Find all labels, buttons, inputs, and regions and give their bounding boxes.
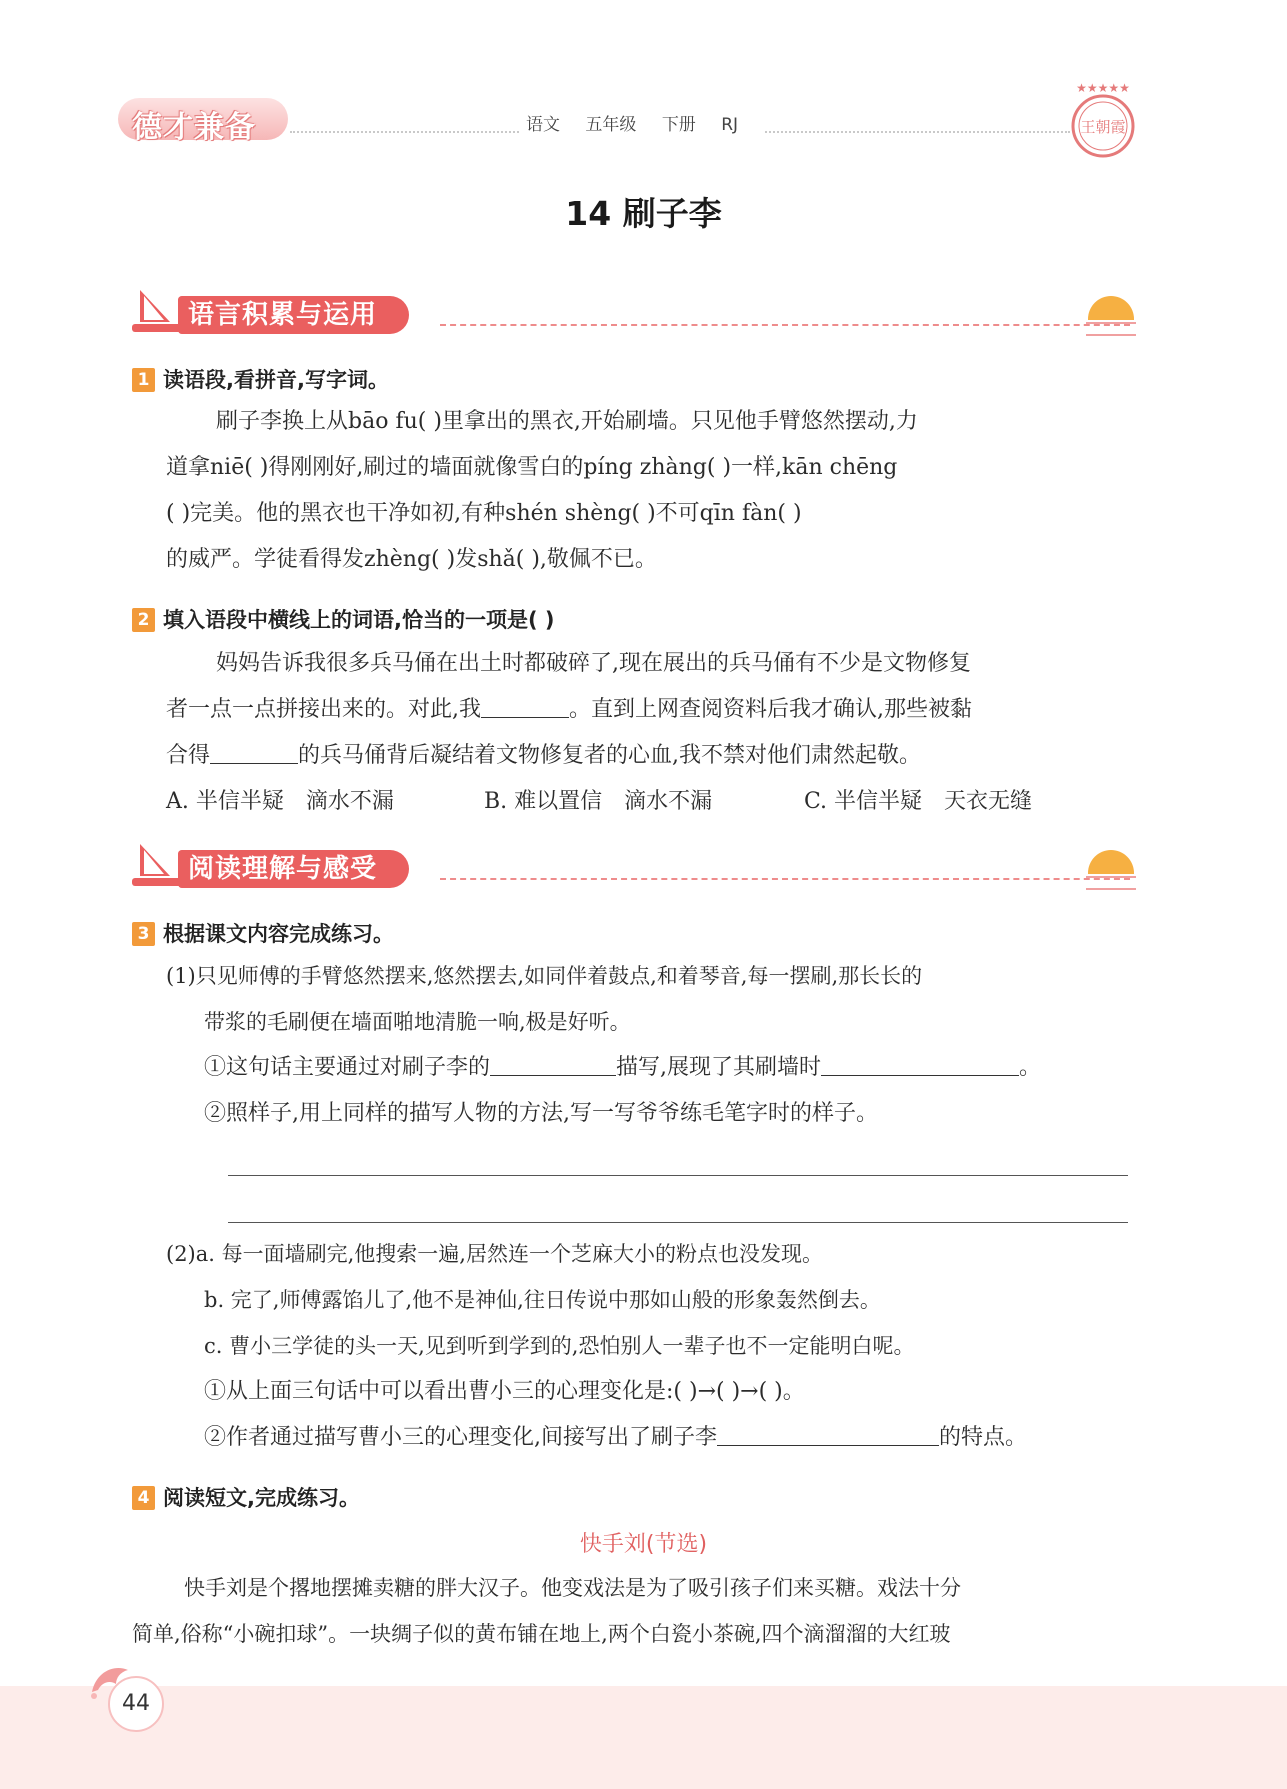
q3-sub-1-a: ①这句话主要通过对刷子李的 [204,1055,491,1080]
answer-blank[interactable] [821,1055,1019,1076]
question-number: 3 [132,922,155,946]
answer-blank[interactable] [210,743,298,764]
q3-sub-4-b: 的特点。 [939,1425,1028,1450]
answer-blank[interactable] [490,1055,616,1076]
waves-icon [1086,876,1136,890]
q3-sentence-b: b. 完了,师傅露馅儿了,他不是神仙,往日传说中那如山般的形象轰然倒去。 [204,1288,881,1312]
question-text: 阅读短文,完成练习。 [163,1486,360,1510]
section-banner-1 [130,282,1140,342]
q3-sub-4 [204,1424,1027,1452]
answer-blank[interactable] [717,1425,939,1446]
q3-sentence-c: c. 曹小三学徒的头一天,见到听到学到的,恐怕别人一辈子也不一定能明白呢。 [204,1334,915,1358]
grade: 五年级 [585,115,637,135]
q2-line-2 [166,696,972,724]
question-number: 4 [132,1486,155,1510]
q2-line-1: 妈妈告诉我很多兵马俑在出土时都破碎了,现在展出的兵马俑有不少是文物修复 [216,651,971,676]
series-logo [118,88,288,148]
waves-icon [1086,322,1136,336]
page-title: 14 刷子李 [565,194,722,233]
section-banner-2 [130,836,1140,896]
q1-line-4: 的威严。学徒看得发zhèng( )发shǎ( ),敬佩不已。 [166,547,657,572]
seal-icon [1066,78,1140,164]
q1-line-2: 道拿niē( )得刚刚好,刷过的墙面就像雪白的píng zhàng( )一样,kān chēng [166,455,898,480]
q3-sub-1 [204,1054,1041,1082]
option-c[interactable]: C. 半信半疑 天衣无缝 [804,789,1033,814]
q1-line-1: 刷子李换上从bāo fu( )里拿出的黑衣,开始刷墙。只见他手臂悠然摆动,力 [216,409,918,434]
q3-sentence-a: (2)a. 每一面墙刷完,他搜索一遍,居然连一个芝麻大小的粉点也没发现。 [166,1242,823,1266]
q2-line-2-a: 者一点一点拼接出来的。对此,我 [166,697,481,722]
question-1-heading [132,364,389,394]
book-info [520,110,764,135]
volume: 下册 [661,115,696,135]
question-4-heading [132,1482,360,1512]
question-number: 2 [132,608,155,632]
footer-band [0,1686,1287,1789]
q1-line-3: ( )完美。他的黑衣也干净如初,有种shén shèng( )不可qīn fàn( ) [166,501,802,526]
question-3-heading [132,918,394,948]
section-dash [440,324,1130,326]
question-2-heading [132,604,554,634]
page-number: 44 [108,1676,164,1732]
q3-sub-1-c: 。 [1019,1055,1042,1080]
q3-sub-3: ①从上面三句话中可以看出曹小三的心理变化是:( )→( )→( )。 [204,1379,805,1404]
logo-text: 德才兼备 [132,110,256,145]
option-b[interactable]: B. 难以置信 滴水不漏 [484,789,713,814]
q2-line-3-a: 合得 [166,743,211,768]
q3-passage-1b: 带浆的毛刷便在墙面啪地清脆一响,极是好听。 [204,1010,631,1034]
sunset-icon [1088,296,1134,320]
passage-line-2: 简单,俗称“小碗扣球”。一块绸子似的黄布铺在地上,两个白瓷小茶碗,四个滴溜溜的大红玻 [132,1622,951,1646]
answer-blank[interactable] [481,697,569,718]
subject: 语文 [526,115,560,135]
q3-passage-1a: (1)只见师傅的手臂悠然摆来,悠然摆去,如同伴着鼓点,和着琴音,每一摆刷,那长长的 [166,964,923,988]
section-title: 阅读理解与感受 [178,850,409,888]
writing-line[interactable] [228,1175,1128,1176]
seal-text: 王朝霞 [1080,118,1126,136]
edition: RJ [721,115,739,135]
question-text: 读语段,看拼音,写字词。 [163,368,389,392]
q3-sub-2: ②照样子,用上同样的描写人物的方法,写一写爷爷练毛笔字时的样子。 [204,1101,878,1126]
passage-title: 快手刘(节选) [579,1532,708,1557]
passage-line-1: 快手刘是个撂地摆摊卖糖的胖大汉子。他变戏法是为了吸引孩子们来买糖。戏法十分 [184,1576,961,1600]
section-dash [440,878,1130,880]
svg-text:★★★★★: ★★★★★ [1076,81,1130,95]
q3-sub-1-b: 描写,展现了其刷墙时 [616,1055,822,1080]
q3-sub-4-a: ②作者通过描写曹小三的心理变化,间接写出了刷子李 [204,1425,717,1450]
sunset-icon [1088,850,1134,874]
question-text: 填入语段中横线上的词语,恰当的一项是( ) [163,608,555,632]
q2-line-3 [166,742,921,770]
q2-line-2-b: 。直到上网查阅资料后我才确认,那些被黏 [569,697,972,722]
q2-line-3-b: 的兵马俑背后凝结着文物修复者的心血,我不禁对他们肃然起敬。 [298,743,922,768]
writing-line[interactable] [228,1222,1128,1223]
option-a[interactable]: A. 半信半疑 滴水不漏 [166,789,394,814]
question-number: 1 [132,368,155,392]
section-title: 语言积累与运用 [178,296,409,334]
question-text: 根据课文内容完成练习。 [163,922,394,946]
